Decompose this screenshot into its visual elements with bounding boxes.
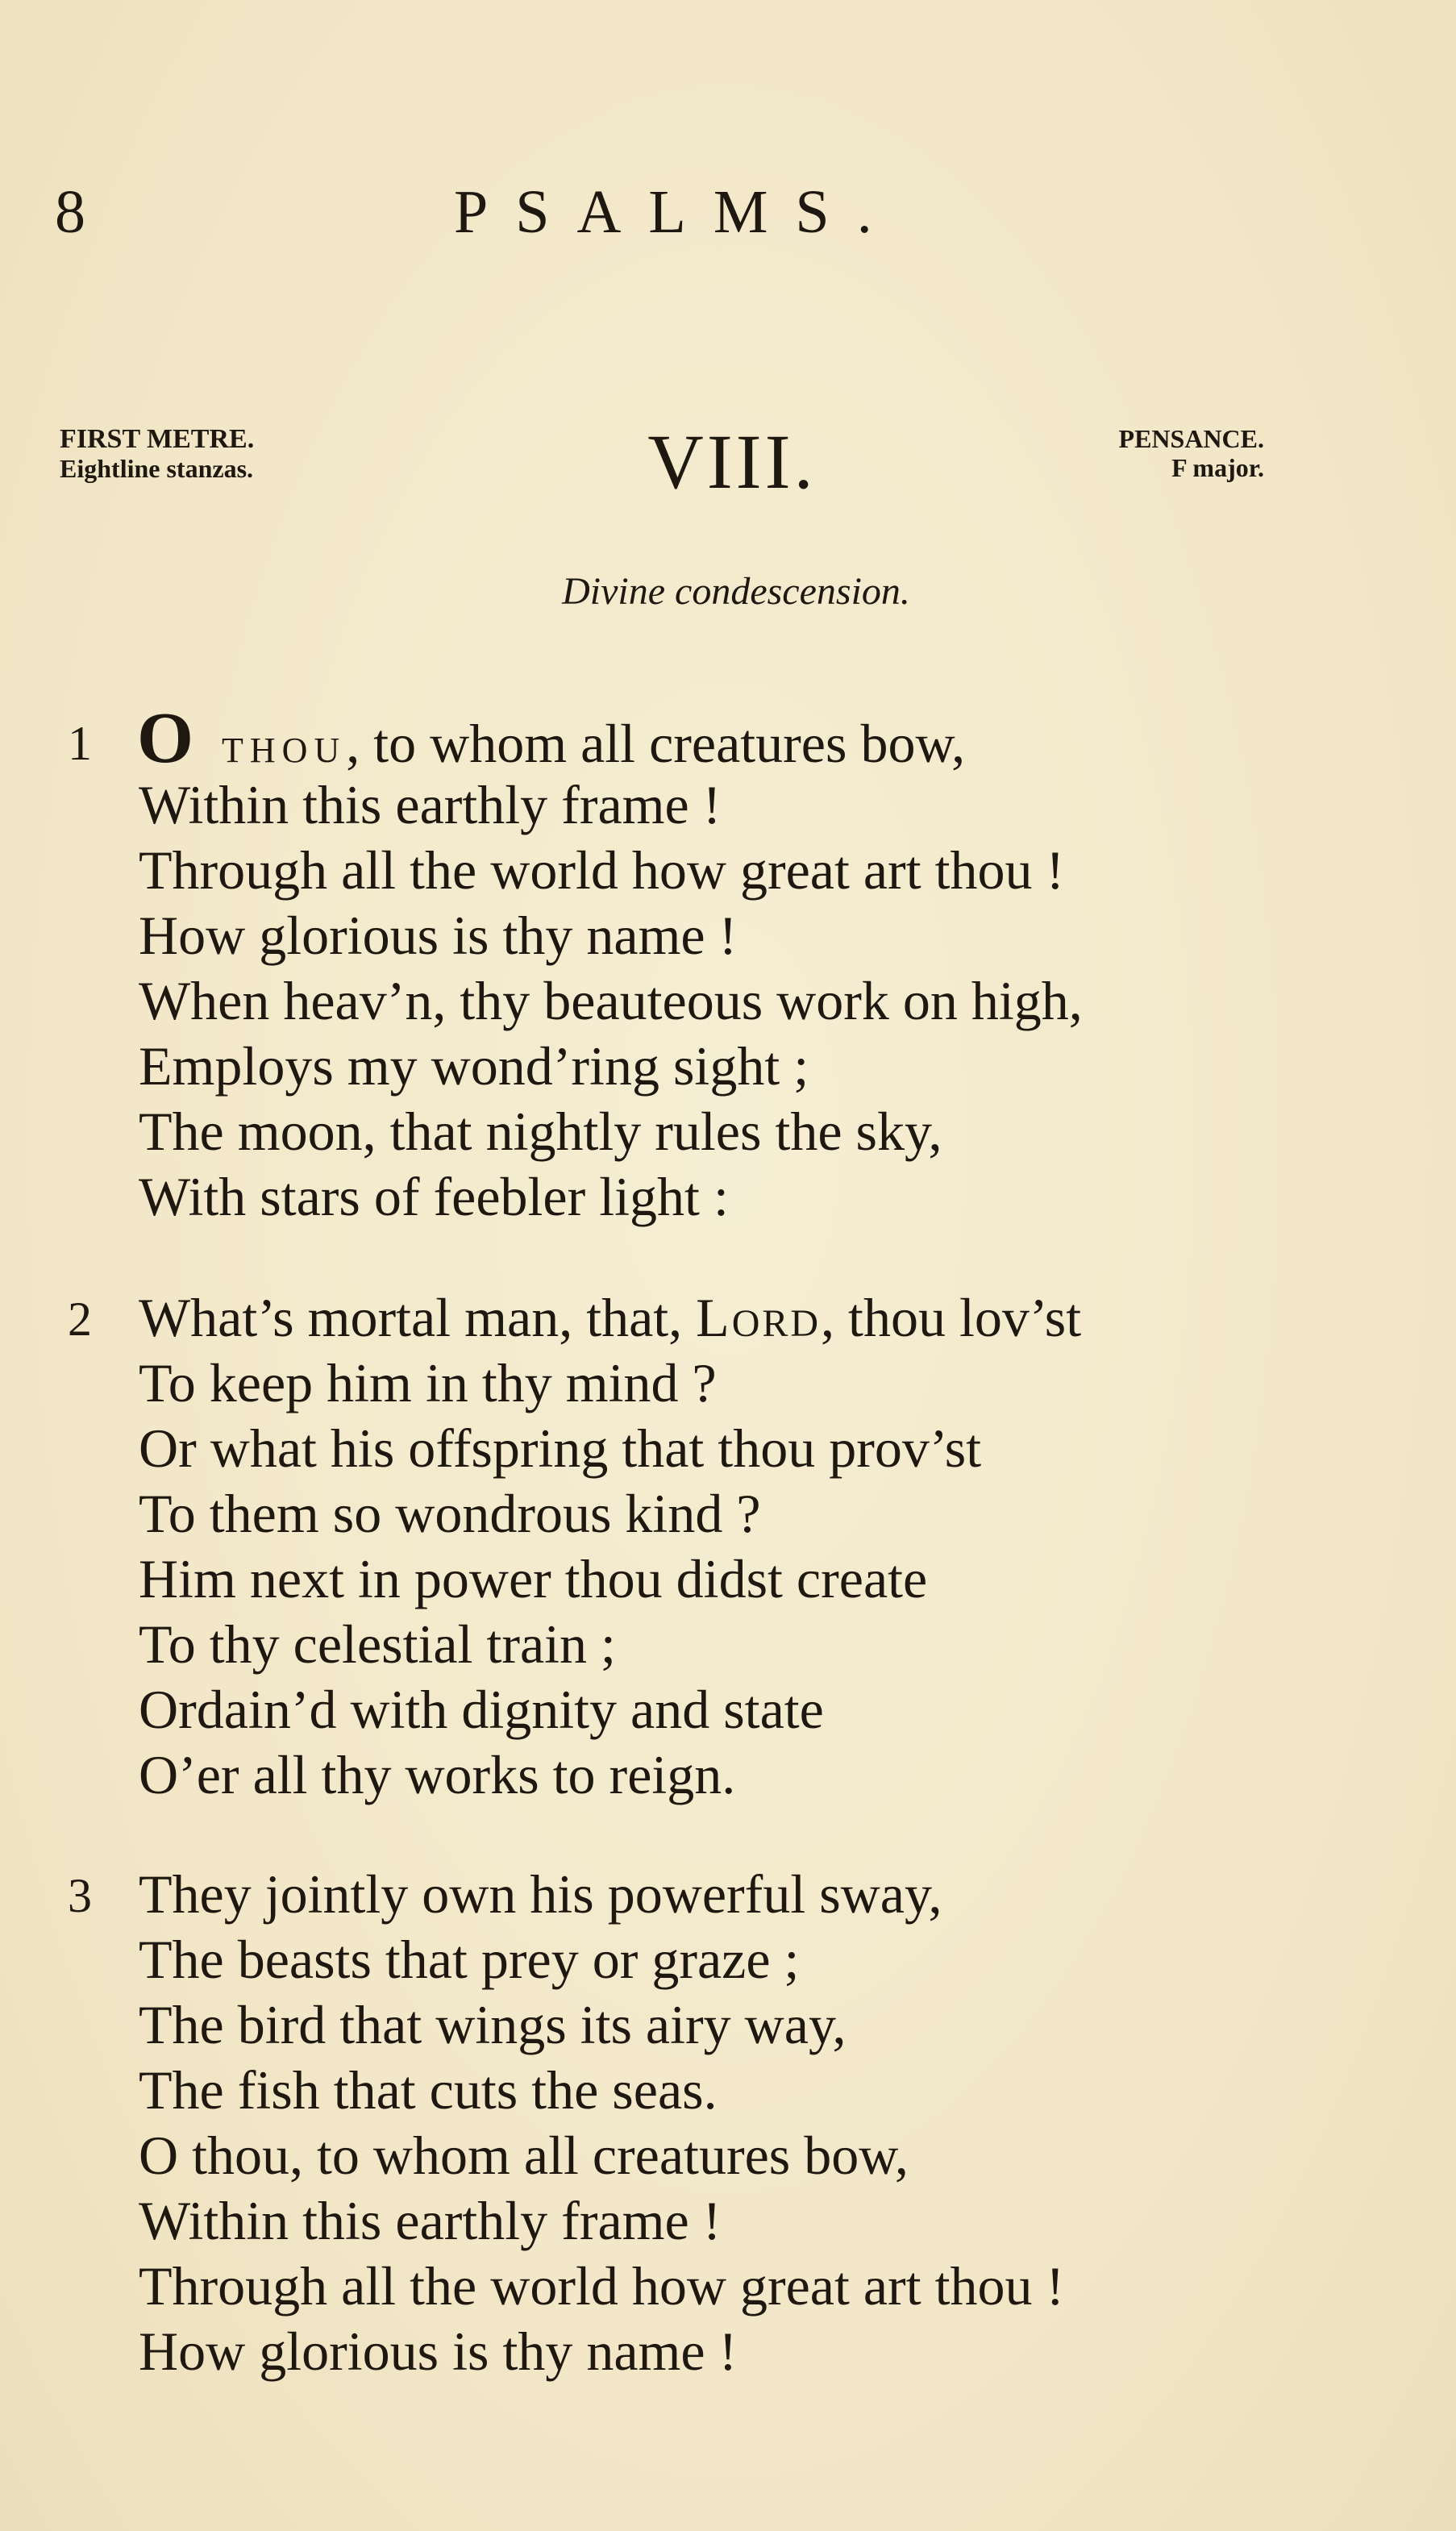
stanza-line: The moon, that nightly rules the sky, (139, 1101, 942, 1162)
stanza-line: Through all the world how great art thou ! (139, 2255, 1065, 2317)
stanza-line: With stars of feebler light : (139, 1166, 729, 1227)
metre-line-2: Eightline stanzas. (60, 453, 254, 483)
stanza-line: How glorious is thy name ! (139, 2321, 738, 2382)
stanza-line: Within this earthly frame ! (139, 774, 722, 835)
smallcaps-word: Lord (696, 1287, 822, 1348)
stanza-line (137, 698, 966, 778)
stanza-line: Or what his offspring that thou prov’st (139, 1417, 982, 1479)
smallcaps-word: THOU (222, 731, 347, 770)
stanza-number: 3 (68, 1869, 92, 1922)
initial-letter: O (137, 698, 194, 778)
tune-label (1119, 425, 1264, 483)
tune-line-2: F major. (1171, 452, 1264, 482)
stanza-line: Ordain’d with dignity and state (139, 1679, 824, 1740)
stanza-line: To keep him in thy mind ? (139, 1352, 717, 1413)
stanza-line: How glorious is thy name ! (139, 905, 738, 966)
stanza-line: The beasts that prey or graze ; (139, 1929, 800, 1990)
tune-line-1: PENSANCE. (1118, 424, 1264, 453)
stanza-line: The bird that wings its airy way, (139, 1994, 847, 2055)
running-head (55, 178, 942, 262)
metre-line-1: FIRST METRE. (60, 424, 255, 454)
stanza-line: Within this earthly frame ! (139, 2190, 722, 2251)
stanza-line: To them so wondrous kind ? (139, 1483, 761, 1544)
line-start: What’s mortal man, that, (139, 1287, 697, 1348)
psalm-header (0, 418, 1456, 520)
line-rest: , to whom all creatures bow, (346, 713, 966, 774)
stanza-line: Employs my wond’ring sight ; (139, 1035, 809, 1097)
stanza-line: Him next in power thou didst create (139, 1548, 928, 1609)
stanza-line: To thy celestial train ; (139, 1613, 616, 1675)
stanza-line: The fish that cuts the seas. (139, 2059, 718, 2121)
stanza-line: O thou, to whom all creatures bow, (139, 2125, 909, 2186)
psalm-subtitle: Divine condescension. (562, 570, 910, 613)
stanza-line: They jointly own his powerful sway, (139, 1863, 942, 1925)
psalm-number: VIII. (647, 418, 817, 505)
line-end: , thou lov’st (821, 1287, 1082, 1348)
stanza-number: 1 (68, 717, 92, 770)
stanza-line (139, 1287, 1082, 1348)
page-number: 8 (55, 178, 85, 246)
stanza-number: 2 (68, 1293, 92, 1346)
stanza-line: Through all the world how great art thou ! (139, 839, 1065, 901)
stanza-line: When heav’n, thy beauteous work on high, (139, 970, 1083, 1031)
stanza-line: O’er all thy works to reign. (139, 1744, 736, 1805)
running-title: PSALMS. (454, 178, 900, 246)
